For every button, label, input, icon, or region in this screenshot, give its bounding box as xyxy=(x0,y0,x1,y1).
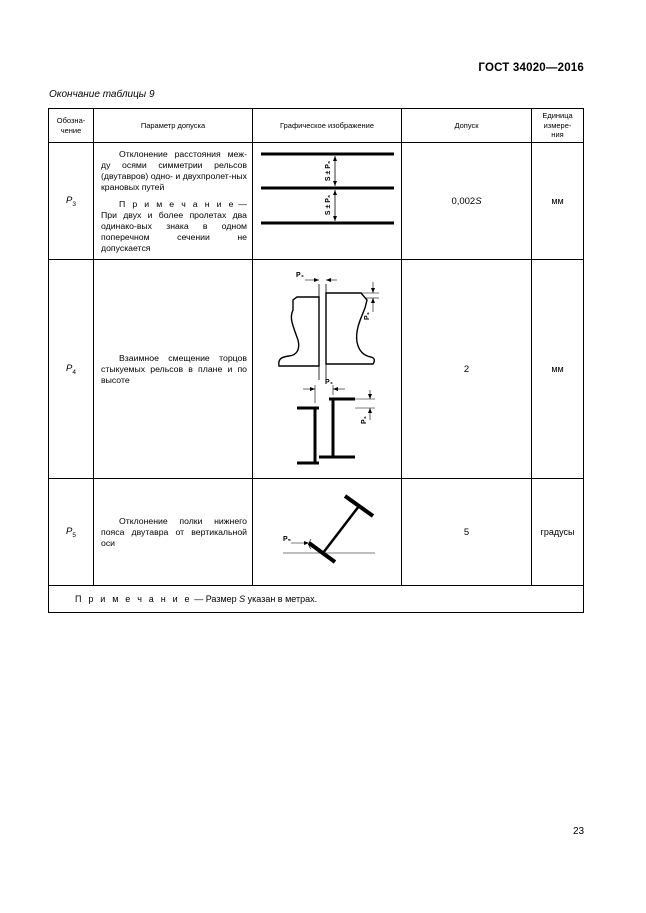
angle-label: P₅ xyxy=(283,536,291,543)
tolerance-cell xyxy=(402,143,532,260)
graphic-cell xyxy=(253,143,402,260)
table-footnote-row xyxy=(49,586,584,613)
dimension-label: S ± P₃ xyxy=(325,160,332,182)
designation-cell xyxy=(49,479,94,586)
header-parameter: Параметр допуска xyxy=(94,109,253,143)
parameter-note xyxy=(101,199,247,254)
table-row xyxy=(49,260,584,479)
page-number: 23 xyxy=(573,826,585,837)
footnote-label: П р и м е ч а н и е xyxy=(75,594,192,604)
graphic-cell xyxy=(253,260,402,479)
table-row xyxy=(49,479,584,586)
unit-cell: мм xyxy=(532,260,584,479)
offset-label: P₄ xyxy=(361,415,368,425)
designation-letter: P xyxy=(66,362,73,374)
designation-cell xyxy=(49,260,94,479)
dimension-label: S ± P₃ xyxy=(325,194,332,216)
parameter-description: Взаимное смещение торцов стыкуемых рельсов в плане и по высоте xyxy=(101,352,247,385)
footnote-text-after: указан в метрах. xyxy=(245,594,318,604)
offset-label: P₄ xyxy=(324,379,334,386)
footnote-variable: S xyxy=(239,594,246,604)
standard-number: ГОСТ 34020—2016 xyxy=(478,62,584,74)
note-label: П р и м е ч а н и е xyxy=(119,198,236,209)
flange-tilt-drawing xyxy=(253,479,402,585)
table-footnote xyxy=(49,586,584,613)
designation-cell xyxy=(49,143,94,260)
graphic-cell xyxy=(253,479,402,586)
designation-letter: P xyxy=(66,194,73,206)
header-tolerance: Допуск xyxy=(402,109,532,143)
designation-index: 5 xyxy=(72,531,76,539)
parameter-cell xyxy=(94,479,253,586)
designation-letter: P xyxy=(66,525,73,537)
tolerance-cell: 2 xyxy=(402,260,532,479)
header-unit: Единица измере- ния xyxy=(532,109,584,143)
header-graphic: Графическое изображение xyxy=(253,109,402,143)
tolerance-value: 0,002 xyxy=(451,195,476,207)
offset-label: P₄ xyxy=(295,272,305,279)
tolerance-table xyxy=(48,108,584,613)
table-header-row xyxy=(49,109,584,143)
parameter-cell xyxy=(94,143,253,260)
unit-cell: мм xyxy=(532,143,584,260)
unit-cell: градусы xyxy=(532,479,584,586)
footnote-text-before: — Размер xyxy=(191,594,240,604)
header-designation: Обозна- чение xyxy=(49,109,94,143)
table-caption: Окончание таблицы 9 xyxy=(49,89,155,100)
designation-index: 3 xyxy=(72,200,76,208)
offset-label: P₄ xyxy=(364,311,371,321)
rail-joint-offset-drawing xyxy=(253,260,402,478)
designation-index: 4 xyxy=(72,368,76,376)
tolerance-variable: S xyxy=(475,195,482,207)
note-text: — При двух и более пролетах два одинако-вых знака в одном поперечном сечении не допускается xyxy=(101,198,247,253)
parameter-description: Отклонение расстояния меж-ду осями симметрии рельсов (двутавров) одно- и двухпролет-ных крановых путей xyxy=(101,148,247,192)
parameter-description: Отклонение полки нижнего пояса двутавра от вертикальной оси xyxy=(101,515,247,548)
tolerance-cell: 5 xyxy=(402,479,532,586)
parameter-cell xyxy=(94,260,253,479)
rail-spacing-drawing xyxy=(253,143,402,259)
table-row xyxy=(49,143,584,260)
